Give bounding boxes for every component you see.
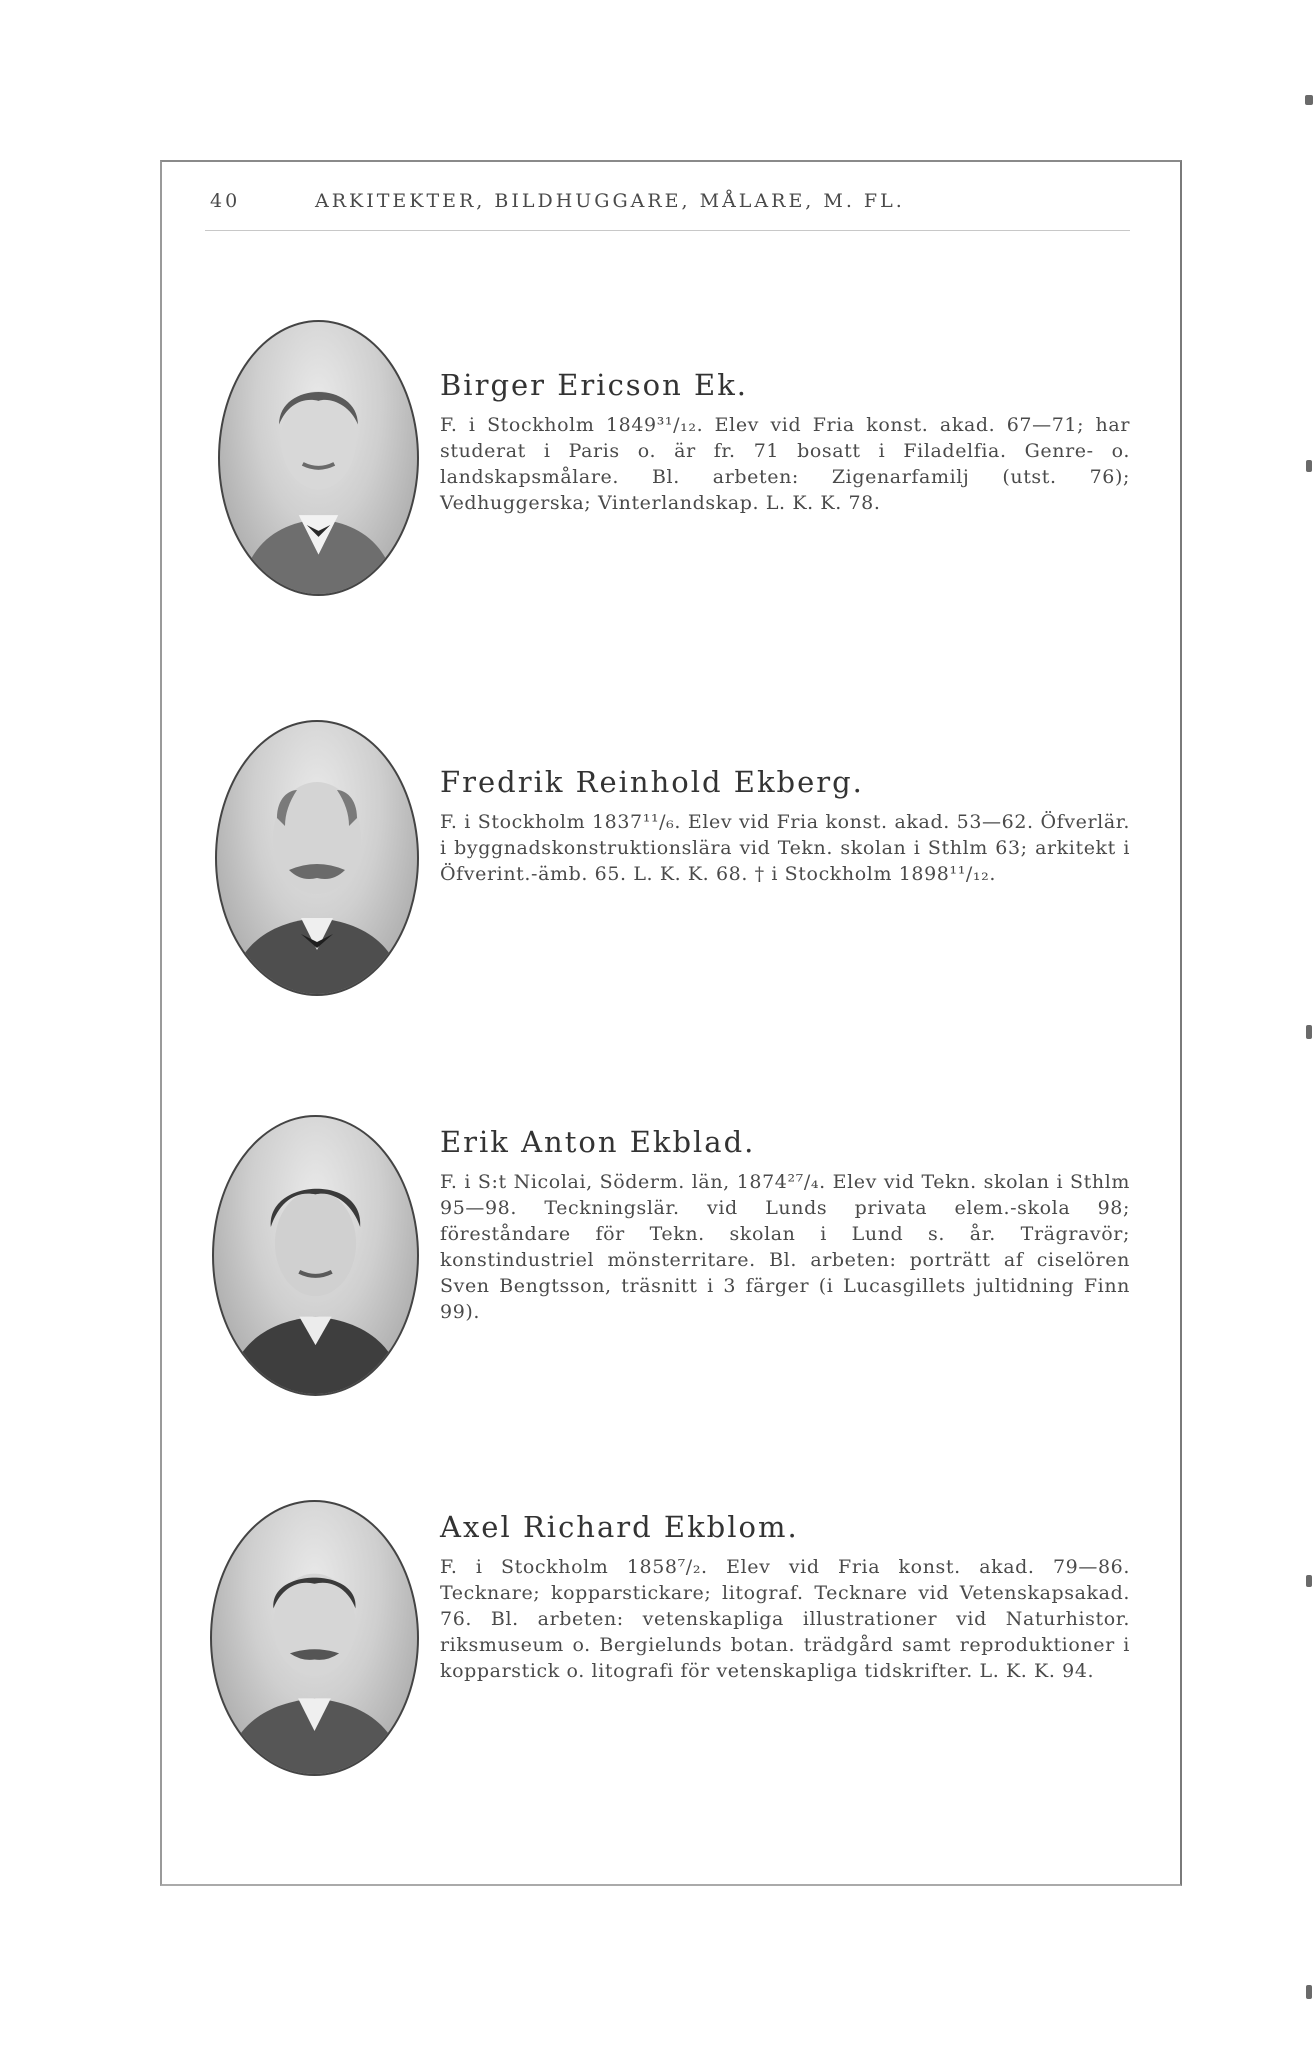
scan-edge-mark: [1306, 1575, 1312, 1587]
scan-edge-mark: [1305, 95, 1313, 105]
entry-bio: F. i Stockholm 1858⁷/₂. Elev vid Fria konst. akad. 79—86. Tecknare; kopparstickare; litograf. Tecknare vid Vetenskapsakad. 76. Bl. arbeten: vetenskapliga illustrationer vid Naturhistor. riksmuseum o. Bergielunds botan. trädgård samt reproduktioner i kopparstick o. litografi för vetenskapliga tidskrifter. L. K. K. 94.: [440, 1556, 1130, 1682]
entry-name: Axel Richard Ekblom.: [440, 1510, 799, 1544]
entry-bio: F. i Stockholm 1837¹¹/₆. Elev vid Fria konst. akad. 53—62. Öfverlär. i byggnadskonstruktionslära vid Tekn. skolan i Sthlm 63; arkitekt i Öfverint.-ämb. 65. L. K. K. 68. † i Stockholm 1898¹¹/₁₂.: [440, 811, 1130, 885]
scan-edge-mark: [1306, 460, 1312, 472]
header-rule: [205, 230, 1130, 231]
page-number: 40: [210, 190, 241, 212]
entry-erik-anton-ekblad: [440, 1125, 1130, 1325]
entry-fredrik-reinhold-ekberg: [440, 765, 1130, 887]
scan-edge-mark: [1306, 1025, 1312, 1039]
entry-bio: F. i S:t Nicolai, Söderm. län, 1874²⁷/₄. Elev vid Tekn. skolan i Sthlm 95—98. Teckningslär. vid Lunds privata elem.-skola 98; föreståndare för Tekn. skolan i Lund s. år. Trägravör; konstindustriel mönsterritare. Bl. arbeten: porträtt af ciselören Sven Bengtsson, träsnitt i 3 färger (i Lucasgillets jultidning Finn 99).: [440, 1171, 1130, 1323]
portrait-axel-richard-ekblom: [210, 1500, 419, 1776]
portrait-fredrik-reinhold-ekberg: [215, 720, 419, 996]
entry-name: Erik Anton Ekblad.: [440, 1125, 756, 1159]
running-header: [210, 190, 1140, 212]
portrait-erik-anton-ekblad: [212, 1115, 419, 1396]
scan-edge-mark: [1306, 1985, 1312, 1999]
running-title: ARKITEKTER, BILDHUGGARE, MÅLARE, M. FL.: [315, 190, 905, 212]
portrait-birger-ericson-ek: [218, 320, 419, 596]
entry-axel-richard-ekblom: [440, 1510, 1130, 1684]
entry-name: Fredrik Reinhold Ekberg.: [440, 765, 864, 799]
entry-name: Birger Ericson Ek.: [440, 368, 749, 402]
entry-bio: F. i Stockholm 1849³¹/₁₂. Elev vid Fria konst. akad. 67—71; har studerat i Paris o. är fr. 71 bosatt i Filadelfia. Genre- o. landskapsmålare. Bl. arbeten: Zigenarfamilj (utst. 76); Vedhuggerska; Vinterlandskap. L. K. K. 78.: [440, 414, 1130, 514]
entry-birger-ericson-ek: [440, 368, 1130, 516]
